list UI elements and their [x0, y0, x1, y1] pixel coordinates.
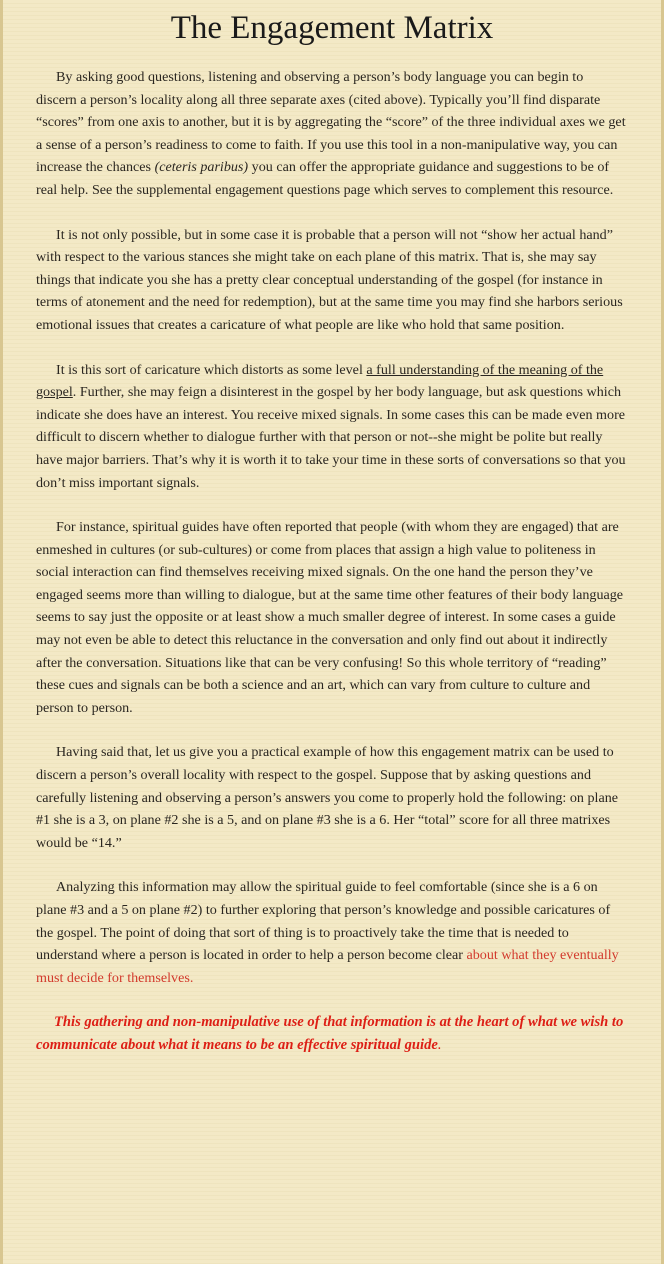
paragraph-1 [36, 66, 626, 202]
article-body [36, 66, 626, 1057]
gospel-meaning-link[interactable]: a full understanding of the meaning of the gospel [36, 361, 604, 401]
closing-statement [36, 1011, 626, 1056]
paragraph-3-text-a: It is this sort of caricature which distorts as some level [56, 361, 367, 378]
paragraph-6 [36, 876, 626, 989]
paragraph-1-text-b: you can offer the appropriate guidance and suggestions to be of real help. See the supplemental engagement questions page which serves to complement this resource. [36, 159, 614, 198]
paragraph-4: For instance, spiritual guides have often reported that people (with whom they are engaged) that are enmeshed in cultures (or sub-cultures) or come from places that assign a high value to politeness in social interaction can find themselves receiving mixed signals. On the one hand the person they’ve engaged seems more than willing to dialogue, but at the same time other features of their body language seems to say just the opposite or at least show a much smaller degree of interest. In some cases a guide may not even be able to detect this reluctance in the conversation and only find out about it indirectly after the conversation. Situations like that can be very confusing! So this whole territory of “reading” these cues and signals can be both a science and an art, which can vary from culture to culture and person to person. [36, 519, 624, 716]
paragraph-6-text-a: Analyzing this information may allow the spiritual guide to feel comfortable (since she is a 6 on plane #3 and a 5 on plane #2) to further exploring that person’s knowledge and possible caricatures of the gospel. The point of doing that sort of thing is to proactively take the time that is needed to understand where a person is located in order to help a person become clear [36, 879, 611, 964]
paragraph-6-highlight: about what they eventually must decide for themselves. [36, 947, 619, 986]
paragraph-3-text-b: . Further, she may feign a disinterest in the gospel by her body language, but ask questions which indicate she does have an interest. You receive mixed signals. In some cases this can be made even more difficult to discern whether to dialogue further with that person or not--she might be polite but really have major barriers. That’s why it is worth it to take your time in these sorts of conversations so that you don’t miss important signals. [36, 384, 626, 491]
paragraph-2: It is not only possible, but in some case it is probable that a person will not “show her actual hand” with respect to the various stances she might take on each plane of this matrix. That is, she may say things that indicate you she has a pretty clear conceptual understanding of the gospel (for instance in terms of atonement and the need for redemption), but at the same time you may find she harbors serious emotional issues that creates a caricature of what people are like who hold that same position. [36, 226, 623, 333]
closing-statement-period: . [437, 1036, 442, 1053]
paragraph-1-latin-phrase: (ceteris paribus) [154, 159, 249, 176]
closing-statement-text: This gathering and non-manipulative use of that information is at the heart of what we wish to communicate about what it means to be an effective spiritual guide [36, 1014, 624, 1053]
paragraph-5: Having said that, let us give you a practical example of how this engagement matrix can be used to discern a person’s overall locality with respect to the gospel. Suppose that by asking questions and carefully listening and observing a person’s answers you come to properly hold the following: on plane #1 she is a 3, on plane #2 she is a 5, and on plane #3 she is a 6. Her “total” score for all three matrixes would be “14.” [36, 744, 619, 851]
paragraph-1-text-a: By asking good questions, listening and observing a person’s body language you can begin to discern a person’s locality along all three separate axes (cited above). Typically you’ll find disparate “scores” from one axis to another, but it is by aggregating the “score” of the three individual axes we get a sense of a person’s readiness to come to faith. If you use this tool in a non-manipulative way, you can increase the chances [36, 69, 626, 176]
page-title: The Engagement Matrix [170, 10, 494, 46]
paragraph-3 [36, 359, 626, 495]
